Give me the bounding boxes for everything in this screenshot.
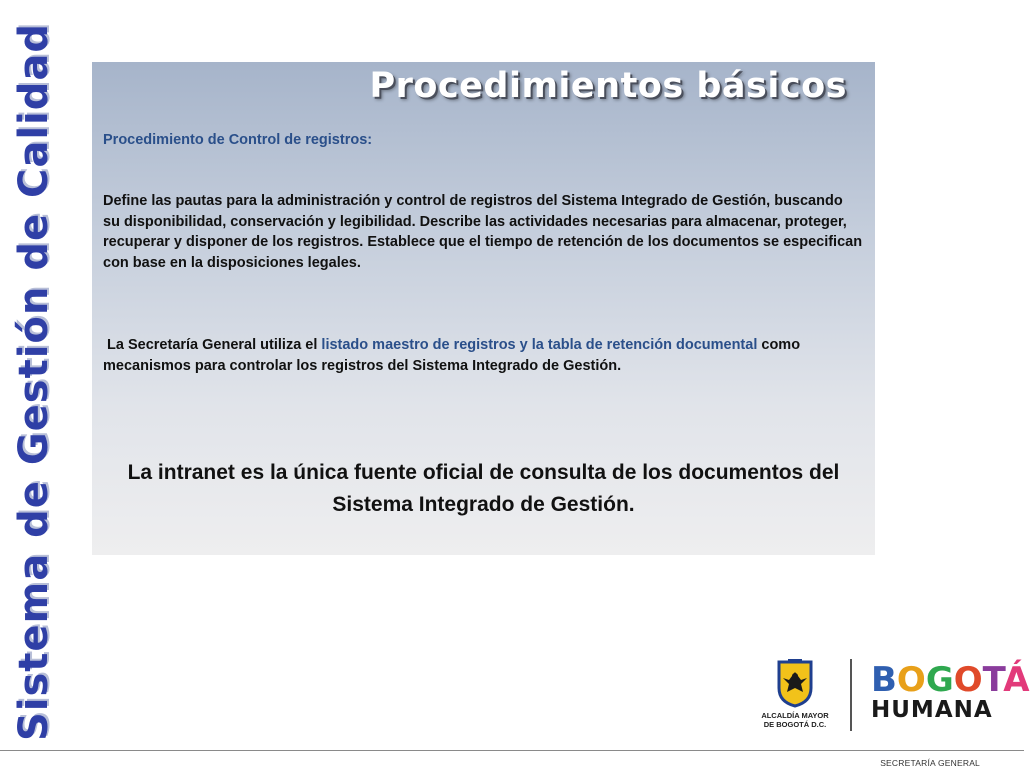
secretaria-paragraph: [103, 335, 863, 376]
bogota-letter: B: [871, 660, 897, 700]
alcaldia-label: [755, 711, 835, 729]
alcaldia-line2: DE BOGOTÁ D.C.: [763, 720, 827, 729]
bogota-letter: O: [896, 660, 926, 700]
intranet-statement: La intranet es la única fuente oficial de consulta de los documentos del Sistema Integrado de Gestión.: [127, 461, 840, 516]
footer-label: SECRETARÍA GENERAL: [880, 758, 980, 768]
alcaldia-line1: ALCALDÍA MAYOR: [761, 711, 829, 720]
bogota-letter: O: [953, 660, 983, 700]
para2-pre: La Secretaría General utiliza el: [107, 337, 322, 353]
side-title: [8, 22, 60, 742]
side-title-text: Sistema de Gestión de Calidad: [11, 22, 57, 742]
bogota-letter: G: [925, 660, 954, 700]
bogota-letter: Á: [1003, 660, 1030, 700]
bogota-letter: T: [982, 660, 1004, 700]
slide-title: Procedimientos básicos: [369, 66, 847, 106]
content-panel: [92, 62, 875, 555]
para2-post: como mecanismos para controlar los registros del Sistema Integrado de Gestión.: [103, 337, 801, 374]
footer-divider: [0, 750, 1024, 751]
procedure-description: Define las pautas para la administración y control de registros del Sistema Integrado de Gestión, buscando su disponibilidad, conservación y legibilidad. Describe las actividades necesarias para almacenar, proteger, recuperar y disponer de los registros. Establece que el tiempo de retención de los documentos se especifican con base en la disposiciones legales.: [103, 193, 863, 271]
humana-logo-text: HUMANA: [871, 697, 993, 723]
procedure-subtitle: Procedimiento de Control de registros:: [103, 132, 373, 148]
logo-divider: [850, 659, 852, 731]
alcaldia-seal-icon: [773, 658, 817, 708]
logo-area: [755, 655, 1030, 735]
registros-link[interactable]: listado maestro de registros y la tabla de retención documental: [321, 337, 758, 353]
bogota-logo-text: [871, 661, 1030, 699]
